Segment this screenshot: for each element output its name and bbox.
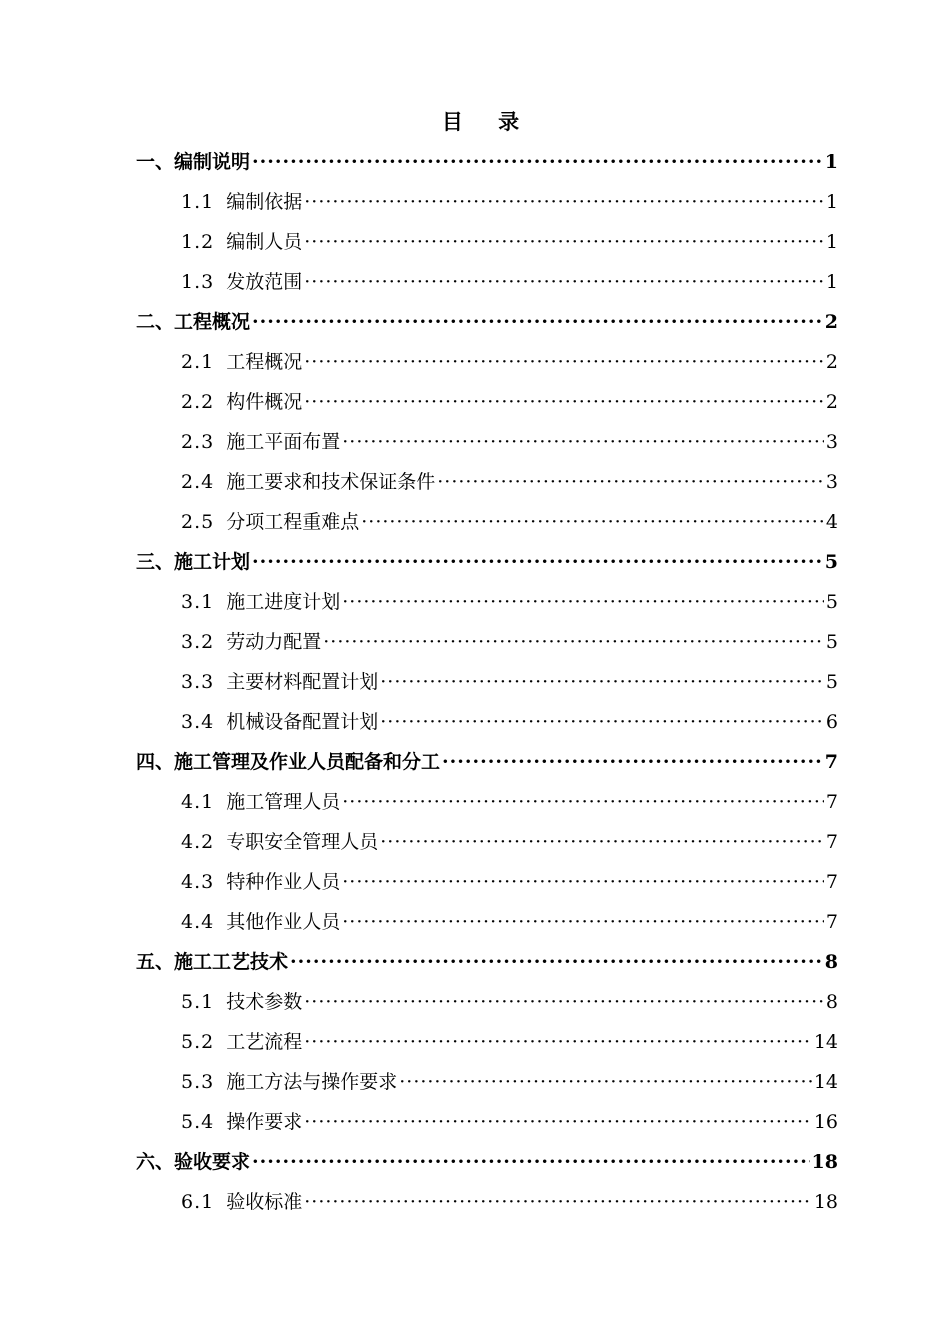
toc-section-number: 4.2 — [181, 831, 215, 853]
toc-entry-label: 二、工程概况 — [136, 311, 251, 333]
toc-page-number: 1 — [824, 151, 838, 173]
toc-page-number: 7 — [824, 751, 838, 773]
toc-entry-label: 其他作业人员 — [226, 911, 341, 933]
toc-entry-label: 施工管理人员 — [226, 791, 341, 813]
toc-entry-label: 专职安全管理人员 — [226, 831, 379, 853]
toc-section-number: 1.2 — [181, 231, 215, 253]
toc-section-number: 4.3 — [181, 871, 215, 893]
toc-entry-level-2[interactable] — [136, 502, 838, 542]
toc-entry-label: 编制人员 — [226, 231, 303, 253]
toc-entry-level-2[interactable] — [136, 422, 838, 462]
toc-dot-leader — [342, 902, 824, 942]
toc-dot-leader — [252, 542, 823, 582]
toc-section-number: 6.1 — [181, 1191, 215, 1213]
toc-entry-level-2[interactable] — [136, 222, 838, 262]
toc-entry-label: 施工平面布置 — [226, 431, 341, 453]
toc-entry-label: 工程概况 — [226, 351, 303, 373]
toc-entry-level-2[interactable] — [136, 662, 838, 702]
toc-entry-level-2[interactable] — [136, 1022, 838, 1062]
toc-page-number: 5 — [825, 591, 838, 613]
toc-page-number: 18 — [811, 1151, 838, 1173]
toc-section-number: 2.2 — [181, 391, 215, 413]
toc-section-number: 5.4 — [181, 1111, 215, 1133]
toc-page-number: 6 — [825, 711, 838, 733]
toc-entry-label: 施工方法与操作要求 — [226, 1071, 398, 1093]
toc-entry-label: 操作要求 — [226, 1111, 303, 1133]
toc-page-number: 14 — [813, 1071, 838, 1093]
toc-entry-level-2[interactable] — [136, 382, 838, 422]
toc-dot-leader — [442, 742, 823, 782]
toc-entry-label: 特种作业人员 — [226, 871, 341, 893]
toc-entry-label: 发放范围 — [226, 271, 303, 293]
toc-entry-label: 工艺流程 — [226, 1031, 303, 1053]
toc-section-number: 2.5 — [181, 511, 215, 533]
toc-dot-leader — [342, 582, 824, 622]
toc-entry-label: 编制依据 — [226, 191, 303, 213]
toc-page-number: 7 — [825, 871, 838, 893]
toc-dot-leader — [323, 622, 824, 662]
toc-section-number: 3.1 — [181, 591, 215, 613]
toc-page-number: 8 — [824, 951, 838, 973]
toc-page-number: 1 — [825, 231, 838, 253]
toc-page-number: 16 — [813, 1111, 838, 1133]
toc-entry-level-2[interactable] — [136, 182, 838, 222]
toc-page-number: 18 — [813, 1191, 838, 1213]
toc-page-number: 14 — [813, 1031, 838, 1053]
toc-section-number: 3.2 — [181, 631, 215, 653]
toc-section-number: 5.1 — [181, 991, 215, 1013]
toc-entry-label: 技术参数 — [226, 991, 303, 1013]
toc-section-number: 4.1 — [181, 791, 215, 813]
toc-entry-level-1[interactable] — [136, 1142, 838, 1182]
toc-entry-level-1[interactable] — [136, 542, 838, 582]
toc-page-number: 2 — [824, 311, 838, 333]
toc-dot-leader — [304, 1022, 812, 1062]
toc-page-number: 7 — [825, 791, 838, 813]
toc-entry-level-2[interactable] — [136, 622, 838, 662]
toc-dot-leader — [290, 942, 823, 982]
toc-page-number: 3 — [825, 431, 838, 453]
toc-dot-leader — [399, 1062, 812, 1102]
toc-page-number: 8 — [825, 991, 838, 1013]
toc-title: 目 录 — [441, 109, 534, 134]
toc-entry-level-2[interactable] — [136, 822, 838, 862]
toc-entry-level-2[interactable] — [136, 262, 838, 302]
toc-entry-level-2[interactable] — [136, 902, 838, 942]
toc-entry-level-2[interactable] — [136, 862, 838, 902]
toc-page-number: 1 — [825, 191, 838, 213]
toc-entry-level-2[interactable] — [136, 462, 838, 502]
toc-entry-label: 机械设备配置计划 — [226, 711, 379, 733]
toc-entry-level-2[interactable] — [136, 1102, 838, 1142]
toc-entry-label: 验收标准 — [226, 1191, 303, 1213]
toc-dot-leader — [361, 502, 824, 542]
toc-entry-level-2[interactable] — [136, 1182, 838, 1222]
toc-entry-level-2[interactable] — [136, 582, 838, 622]
toc-entry-label: 主要材料配置计划 — [226, 671, 379, 693]
toc-dot-leader — [304, 982, 824, 1022]
toc-page-number: 5 — [825, 631, 838, 653]
toc-section-number: 5.2 — [181, 1031, 215, 1053]
toc-entry-label: 施工要求和技术保证条件 — [226, 471, 436, 493]
toc-entry-level-1[interactable] — [136, 742, 838, 782]
toc-section-number: 2.3 — [181, 431, 215, 453]
toc-dot-leader — [380, 662, 824, 702]
toc-page-number: 7 — [825, 911, 838, 933]
toc-entry-label: 施工进度计划 — [226, 591, 341, 613]
toc-section-number: 5.3 — [181, 1071, 215, 1093]
toc-entry-level-2[interactable] — [136, 982, 838, 1022]
toc-dot-leader — [252, 1142, 810, 1182]
toc-dot-leader — [380, 822, 824, 862]
toc-page-number: 2 — [825, 391, 838, 413]
toc-section-number: 2.4 — [181, 471, 215, 493]
toc-section-number: 4.4 — [181, 911, 215, 933]
toc-entry-label: 三、施工计划 — [136, 551, 251, 573]
toc-section-number: 2.1 — [181, 351, 215, 373]
toc-dot-leader — [304, 182, 824, 222]
toc-dot-leader — [342, 782, 824, 822]
toc-entry-level-1[interactable] — [136, 142, 838, 182]
toc-page-number: 5 — [825, 671, 838, 693]
toc-section-number: 3.3 — [181, 671, 215, 693]
toc-list — [136, 142, 838, 1222]
toc-dot-leader — [252, 142, 823, 182]
toc-page-number: 1 — [825, 271, 838, 293]
toc-section-number: 3.4 — [181, 711, 215, 733]
toc-entry-label: 构件概况 — [226, 391, 303, 413]
toc-page-number: 3 — [825, 471, 838, 493]
toc-entry-level-1[interactable] — [136, 942, 838, 982]
toc-entry-label: 四、施工管理及作业人员配备和分工 — [136, 751, 441, 773]
toc-dot-leader — [380, 702, 824, 742]
toc-dot-leader — [304, 1102, 812, 1142]
toc-dot-leader — [342, 862, 824, 902]
toc-page-number: 2 — [825, 351, 838, 373]
toc-entry-label: 分项工程重难点 — [226, 511, 360, 533]
toc-entry-label: 六、验收要求 — [136, 1151, 251, 1173]
toc-dot-leader — [342, 422, 824, 462]
toc-dot-leader — [304, 1182, 812, 1222]
toc-dot-leader — [304, 342, 824, 382]
toc-entry-level-2[interactable] — [136, 342, 838, 382]
toc-section-number: 1.3 — [181, 271, 215, 293]
toc-entry-label: 劳动力配置 — [226, 631, 322, 653]
toc-page-number: 5 — [824, 551, 838, 573]
toc-dot-leader — [304, 222, 824, 262]
toc-page-number: 7 — [825, 831, 838, 853]
toc-section-number: 1.1 — [181, 191, 215, 213]
toc-entry-level-2[interactable] — [136, 702, 838, 742]
toc-dot-leader — [437, 462, 824, 502]
toc-dot-leader — [304, 262, 824, 302]
toc-entry-label: 一、编制说明 — [136, 151, 251, 173]
toc-page-number: 4 — [825, 511, 838, 533]
toc-dot-leader — [252, 302, 823, 342]
toc-entry-level-2[interactable] — [136, 1062, 838, 1102]
toc-entry-label: 五、施工工艺技术 — [136, 951, 289, 973]
toc-entry-level-2[interactable] — [136, 782, 838, 822]
toc-dot-leader — [304, 382, 824, 422]
toc-entry-level-1[interactable] — [136, 302, 838, 342]
